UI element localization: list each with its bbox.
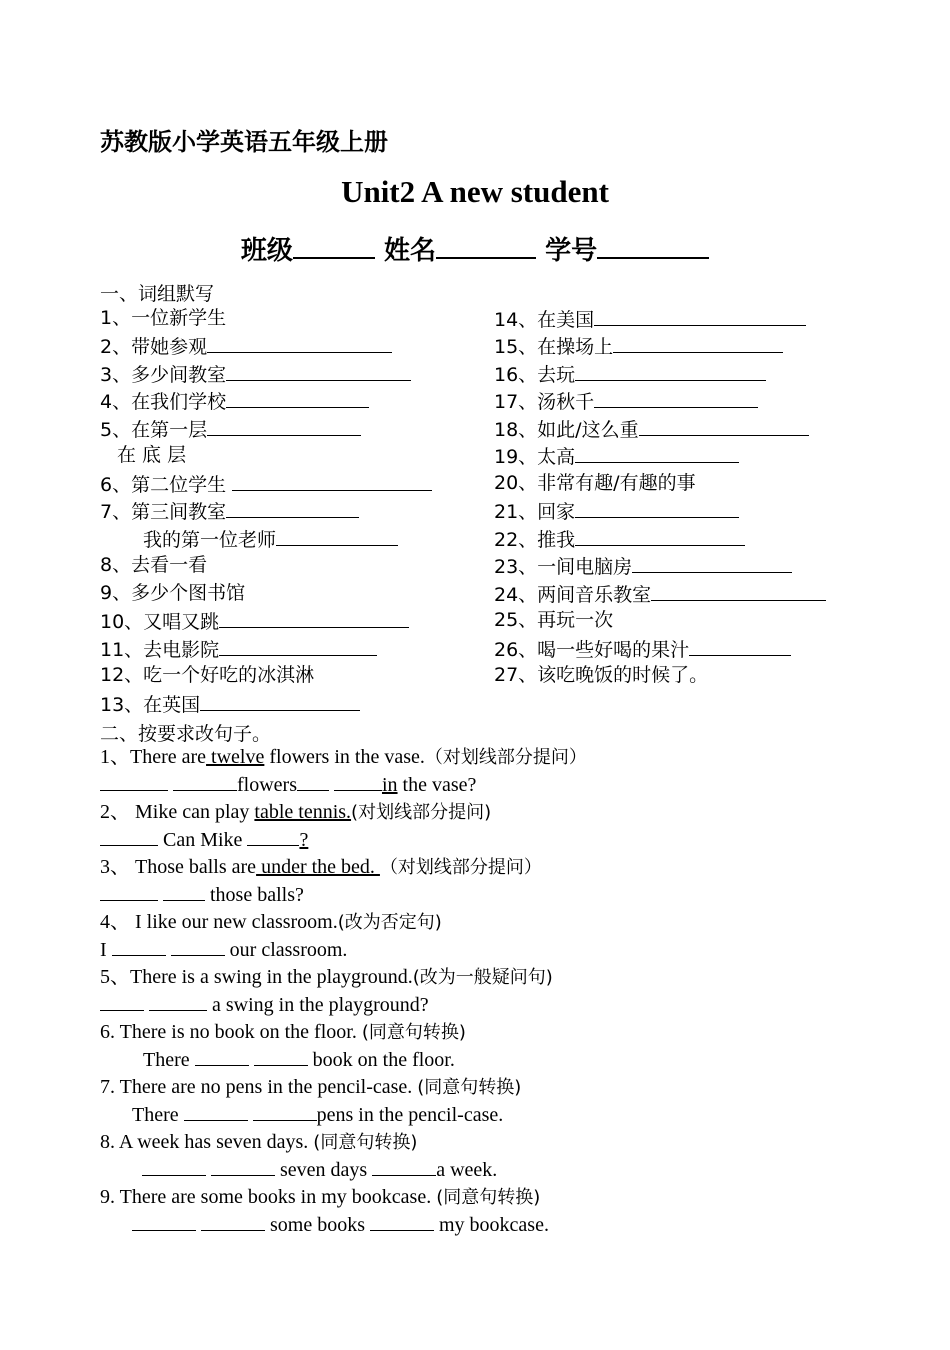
list-item: 19、太高: [494, 444, 739, 468]
list-item: 25、再玩一次: [494, 609, 614, 631]
answer-blank[interactable]: [689, 637, 791, 656]
answer-6: There book on the floor.: [143, 1049, 455, 1071]
class-label: 班级: [240, 236, 293, 266]
answer-blank[interactable]: [173, 773, 237, 791]
answer-blank[interactable]: [594, 307, 806, 326]
answer-blank[interactable]: [226, 499, 359, 518]
question-5: 5、There is a swing in the playground.(改为一般疑问句): [100, 966, 553, 988]
answer-blank[interactable]: [226, 389, 369, 408]
answer-blank[interactable]: [594, 389, 758, 408]
list-item: 20、非常有趣/有趣的事: [494, 472, 696, 494]
answer-blank[interactable]: [370, 1213, 434, 1231]
answer-9: some books my bookcase.: [132, 1213, 549, 1237]
list-item: 2、带她参观: [100, 334, 392, 358]
list-item: 在 底 层: [117, 444, 187, 466]
answer-blank[interactable]: [201, 1213, 265, 1231]
list-item: 5、在第一层: [100, 417, 361, 441]
list-item: 27、该吃晚饭的时候了。: [494, 664, 709, 686]
answer-blank[interactable]: [132, 1213, 196, 1231]
answer-blank[interactable]: [575, 444, 739, 463]
unit-title: Unit2 A new student: [341, 174, 609, 209]
answer-blank[interactable]: [112, 938, 166, 956]
answer-blank[interactable]: [247, 828, 299, 846]
answer-blank[interactable]: [195, 1048, 249, 1066]
list-item: 我的第一位老师: [143, 527, 398, 551]
question-6: 6. There is no book on the floor. (同意句转换): [100, 1021, 466, 1043]
answer-blank[interactable]: [100, 773, 168, 791]
list-item: 24、两间音乐教室: [494, 582, 826, 606]
answer-blank[interactable]: [149, 993, 207, 1011]
list-item: 11、去电影院: [100, 637, 377, 661]
answer-5: a swing in the playground?: [100, 993, 429, 1017]
list-item: 26、喝一些好喝的果汁: [494, 637, 791, 661]
question-7: 7. There are no pens in the pencil-case. (同意句转换): [100, 1076, 522, 1098]
section1-title: 一、词组默写: [100, 283, 215, 305]
answer-blank[interactable]: [211, 1158, 275, 1176]
student-info-row: [0, 230, 950, 267]
list-item: 22、推我: [494, 527, 745, 551]
list-item: 3、多少间教室: [100, 362, 411, 386]
answer-blank[interactable]: [171, 938, 225, 956]
answer-blank[interactable]: [575, 527, 745, 546]
question-2: 2、 Mike can play table tennis.(对划线部分提问): [100, 801, 492, 823]
answer-3: those balls?: [100, 883, 304, 907]
answer-blank[interactable]: [372, 1158, 436, 1176]
list-item: 14、在美国: [494, 307, 806, 331]
section2-title: 二、按要求改句子。: [100, 723, 272, 745]
list-item: 9、多少个图书馆: [100, 582, 246, 604]
answer-blank[interactable]: [613, 334, 783, 353]
list-item: 1、一位新学生: [100, 307, 227, 329]
answer-blank[interactable]: [632, 554, 792, 573]
answer-blank[interactable]: [297, 773, 329, 791]
number-blank[interactable]: [597, 231, 709, 259]
list-item: 13、在英国: [100, 692, 360, 716]
answer-blank[interactable]: [100, 828, 158, 846]
answer-blank[interactable]: [219, 609, 409, 628]
list-item: 7、第三间教室: [100, 499, 359, 523]
list-item: 21、回家: [494, 499, 739, 523]
list-item: 10、又唱又跳: [100, 609, 409, 633]
answer-blank[interactable]: [232, 472, 432, 491]
answer-1: flowers in the vase?: [100, 773, 476, 797]
answer-2: Can Mike ?: [100, 828, 308, 852]
question-9: 9. There are some books in my bookcase. (同意句转换): [100, 1186, 541, 1208]
answer-blank[interactable]: [575, 499, 739, 518]
answer-blank[interactable]: [100, 993, 144, 1011]
answer-blank[interactable]: [184, 1103, 248, 1121]
answer-blank[interactable]: [276, 527, 398, 546]
number-label: 学号: [545, 236, 598, 266]
answer-blank[interactable]: [142, 1158, 206, 1176]
answer-blank[interactable]: [575, 362, 766, 381]
answer-blank[interactable]: [639, 417, 809, 436]
question-4: 4、 I like our new classroom.(改为否定句): [100, 911, 442, 933]
answer-blank[interactable]: [334, 773, 382, 791]
name-label: 姓名: [383, 236, 436, 266]
book-title: 苏教版小学英语五年级上册: [100, 128, 388, 156]
list-item: 8、去看一看: [100, 554, 208, 576]
class-blank[interactable]: [293, 231, 375, 259]
question-3: 3、 Those balls are under the bed. （对划线部分提问）: [100, 856, 542, 878]
list-item: 18、如此/这么重: [494, 417, 809, 441]
list-item: 16、去玩: [494, 362, 766, 386]
question-1: 1、There are twelve flowers in the vase.（对划线部分提问）: [100, 746, 587, 768]
list-item: 6、第二位学生: [100, 472, 432, 496]
list-item: 12、吃一个好吃的冰淇淋: [100, 664, 315, 686]
answer-blank[interactable]: [207, 334, 392, 353]
answer-blank[interactable]: [163, 883, 205, 901]
list-item: 15、在操场上: [494, 334, 783, 358]
answer-8: seven days a week.: [142, 1158, 497, 1182]
answer-blank[interactable]: [100, 883, 158, 901]
question-8: 8. A week has seven days. (同意句转换): [100, 1131, 418, 1153]
list-item: 17、汤秋千: [494, 389, 758, 413]
name-blank[interactable]: [436, 231, 536, 259]
answer-blank[interactable]: [253, 1103, 317, 1121]
answer-blank[interactable]: [219, 637, 377, 656]
answer-blank[interactable]: [254, 1048, 308, 1066]
answer-blank[interactable]: [226, 362, 411, 381]
answer-4: I our classroom.: [100, 939, 348, 961]
answer-blank[interactable]: [207, 417, 361, 436]
list-item: 4、在我们学校: [100, 389, 369, 413]
answer-7: There pens in the pencil-case.: [132, 1104, 504, 1126]
answer-blank[interactable]: [200, 692, 360, 711]
list-item: 23、一间电脑房: [494, 554, 792, 578]
answer-blank[interactable]: [651, 582, 826, 601]
